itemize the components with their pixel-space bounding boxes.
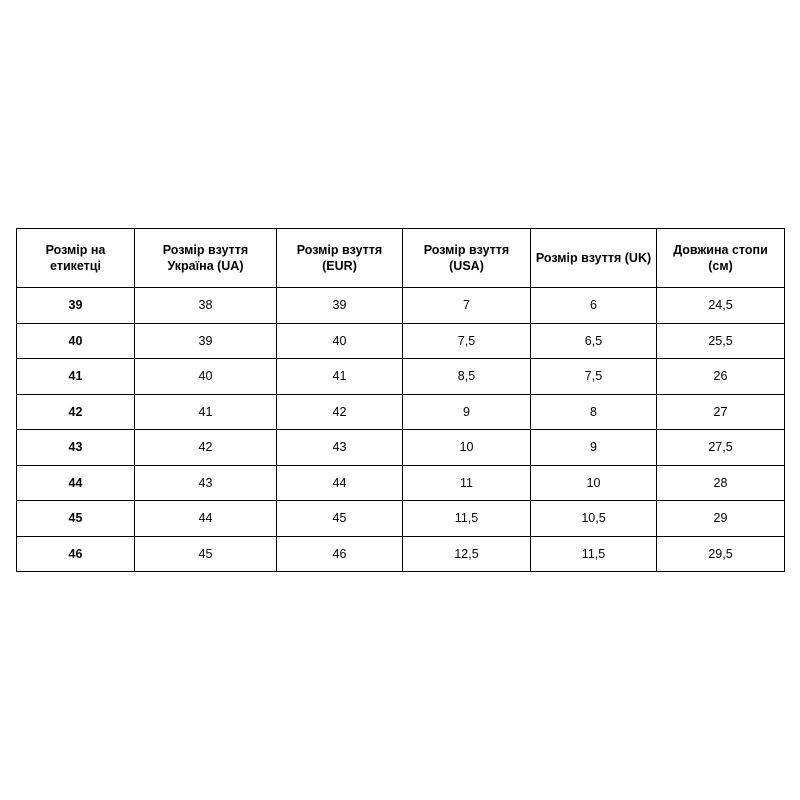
table-row (17, 288, 785, 324)
cell-usa-size: 11,5 (403, 501, 531, 537)
table-row (17, 359, 785, 395)
cell-eur-size: 46 (277, 536, 403, 572)
table-row (17, 501, 785, 537)
cell-eur-size: 43 (277, 430, 403, 466)
table-row (17, 465, 785, 501)
table-body (17, 288, 785, 572)
cell-usa-size: 7,5 (403, 323, 531, 359)
cell-label-size: 40 (17, 323, 135, 359)
cell-foot-length: 26 (657, 359, 785, 395)
column-header-label-size: Розмір на етикетці (17, 229, 135, 288)
cell-foot-length: 28 (657, 465, 785, 501)
cell-uk-size: 10 (531, 465, 657, 501)
column-header-foot-length: Довжина стопи (см) (657, 229, 785, 288)
size-chart-container (16, 228, 784, 572)
cell-eur-size: 41 (277, 359, 403, 395)
table-row (17, 394, 785, 430)
cell-label-size: 42 (17, 394, 135, 430)
cell-uk-size: 7,5 (531, 359, 657, 395)
cell-label-size: 41 (17, 359, 135, 395)
cell-eur-size: 45 (277, 501, 403, 537)
cell-foot-length: 27 (657, 394, 785, 430)
column-header-ua-size: Розмір взуття Україна (UA) (135, 229, 277, 288)
cell-label-size: 39 (17, 288, 135, 324)
cell-usa-size: 12,5 (403, 536, 531, 572)
cell-ua-size: 40 (135, 359, 277, 395)
column-header-eur-size: Розмір взуття (EUR) (277, 229, 403, 288)
cell-foot-length: 25,5 (657, 323, 785, 359)
cell-usa-size: 7 (403, 288, 531, 324)
cell-ua-size: 42 (135, 430, 277, 466)
cell-uk-size: 9 (531, 430, 657, 466)
cell-ua-size: 45 (135, 536, 277, 572)
cell-ua-size: 43 (135, 465, 277, 501)
table-row (17, 536, 785, 572)
cell-uk-size: 6,5 (531, 323, 657, 359)
cell-usa-size: 8,5 (403, 359, 531, 395)
cell-usa-size: 10 (403, 430, 531, 466)
column-header-uk-size: Розмір взуття (UK) (531, 229, 657, 288)
cell-uk-size: 8 (531, 394, 657, 430)
table-header (17, 229, 785, 288)
cell-eur-size: 42 (277, 394, 403, 430)
cell-uk-size: 10,5 (531, 501, 657, 537)
cell-eur-size: 44 (277, 465, 403, 501)
cell-uk-size: 11,5 (531, 536, 657, 572)
size-chart-table (16, 228, 785, 572)
cell-eur-size: 39 (277, 288, 403, 324)
cell-eur-size: 40 (277, 323, 403, 359)
cell-label-size: 44 (17, 465, 135, 501)
cell-label-size: 46 (17, 536, 135, 572)
cell-ua-size: 38 (135, 288, 277, 324)
cell-ua-size: 39 (135, 323, 277, 359)
cell-ua-size: 44 (135, 501, 277, 537)
cell-foot-length: 29 (657, 501, 785, 537)
cell-ua-size: 41 (135, 394, 277, 430)
cell-usa-size: 9 (403, 394, 531, 430)
cell-label-size: 43 (17, 430, 135, 466)
cell-uk-size: 6 (531, 288, 657, 324)
column-header-usa-size: Розмір взуття (USA) (403, 229, 531, 288)
table-row (17, 430, 785, 466)
cell-foot-length: 24,5 (657, 288, 785, 324)
cell-foot-length: 29,5 (657, 536, 785, 572)
cell-usa-size: 11 (403, 465, 531, 501)
table-row (17, 323, 785, 359)
cell-label-size: 45 (17, 501, 135, 537)
table-header-row (17, 229, 785, 288)
cell-foot-length: 27,5 (657, 430, 785, 466)
